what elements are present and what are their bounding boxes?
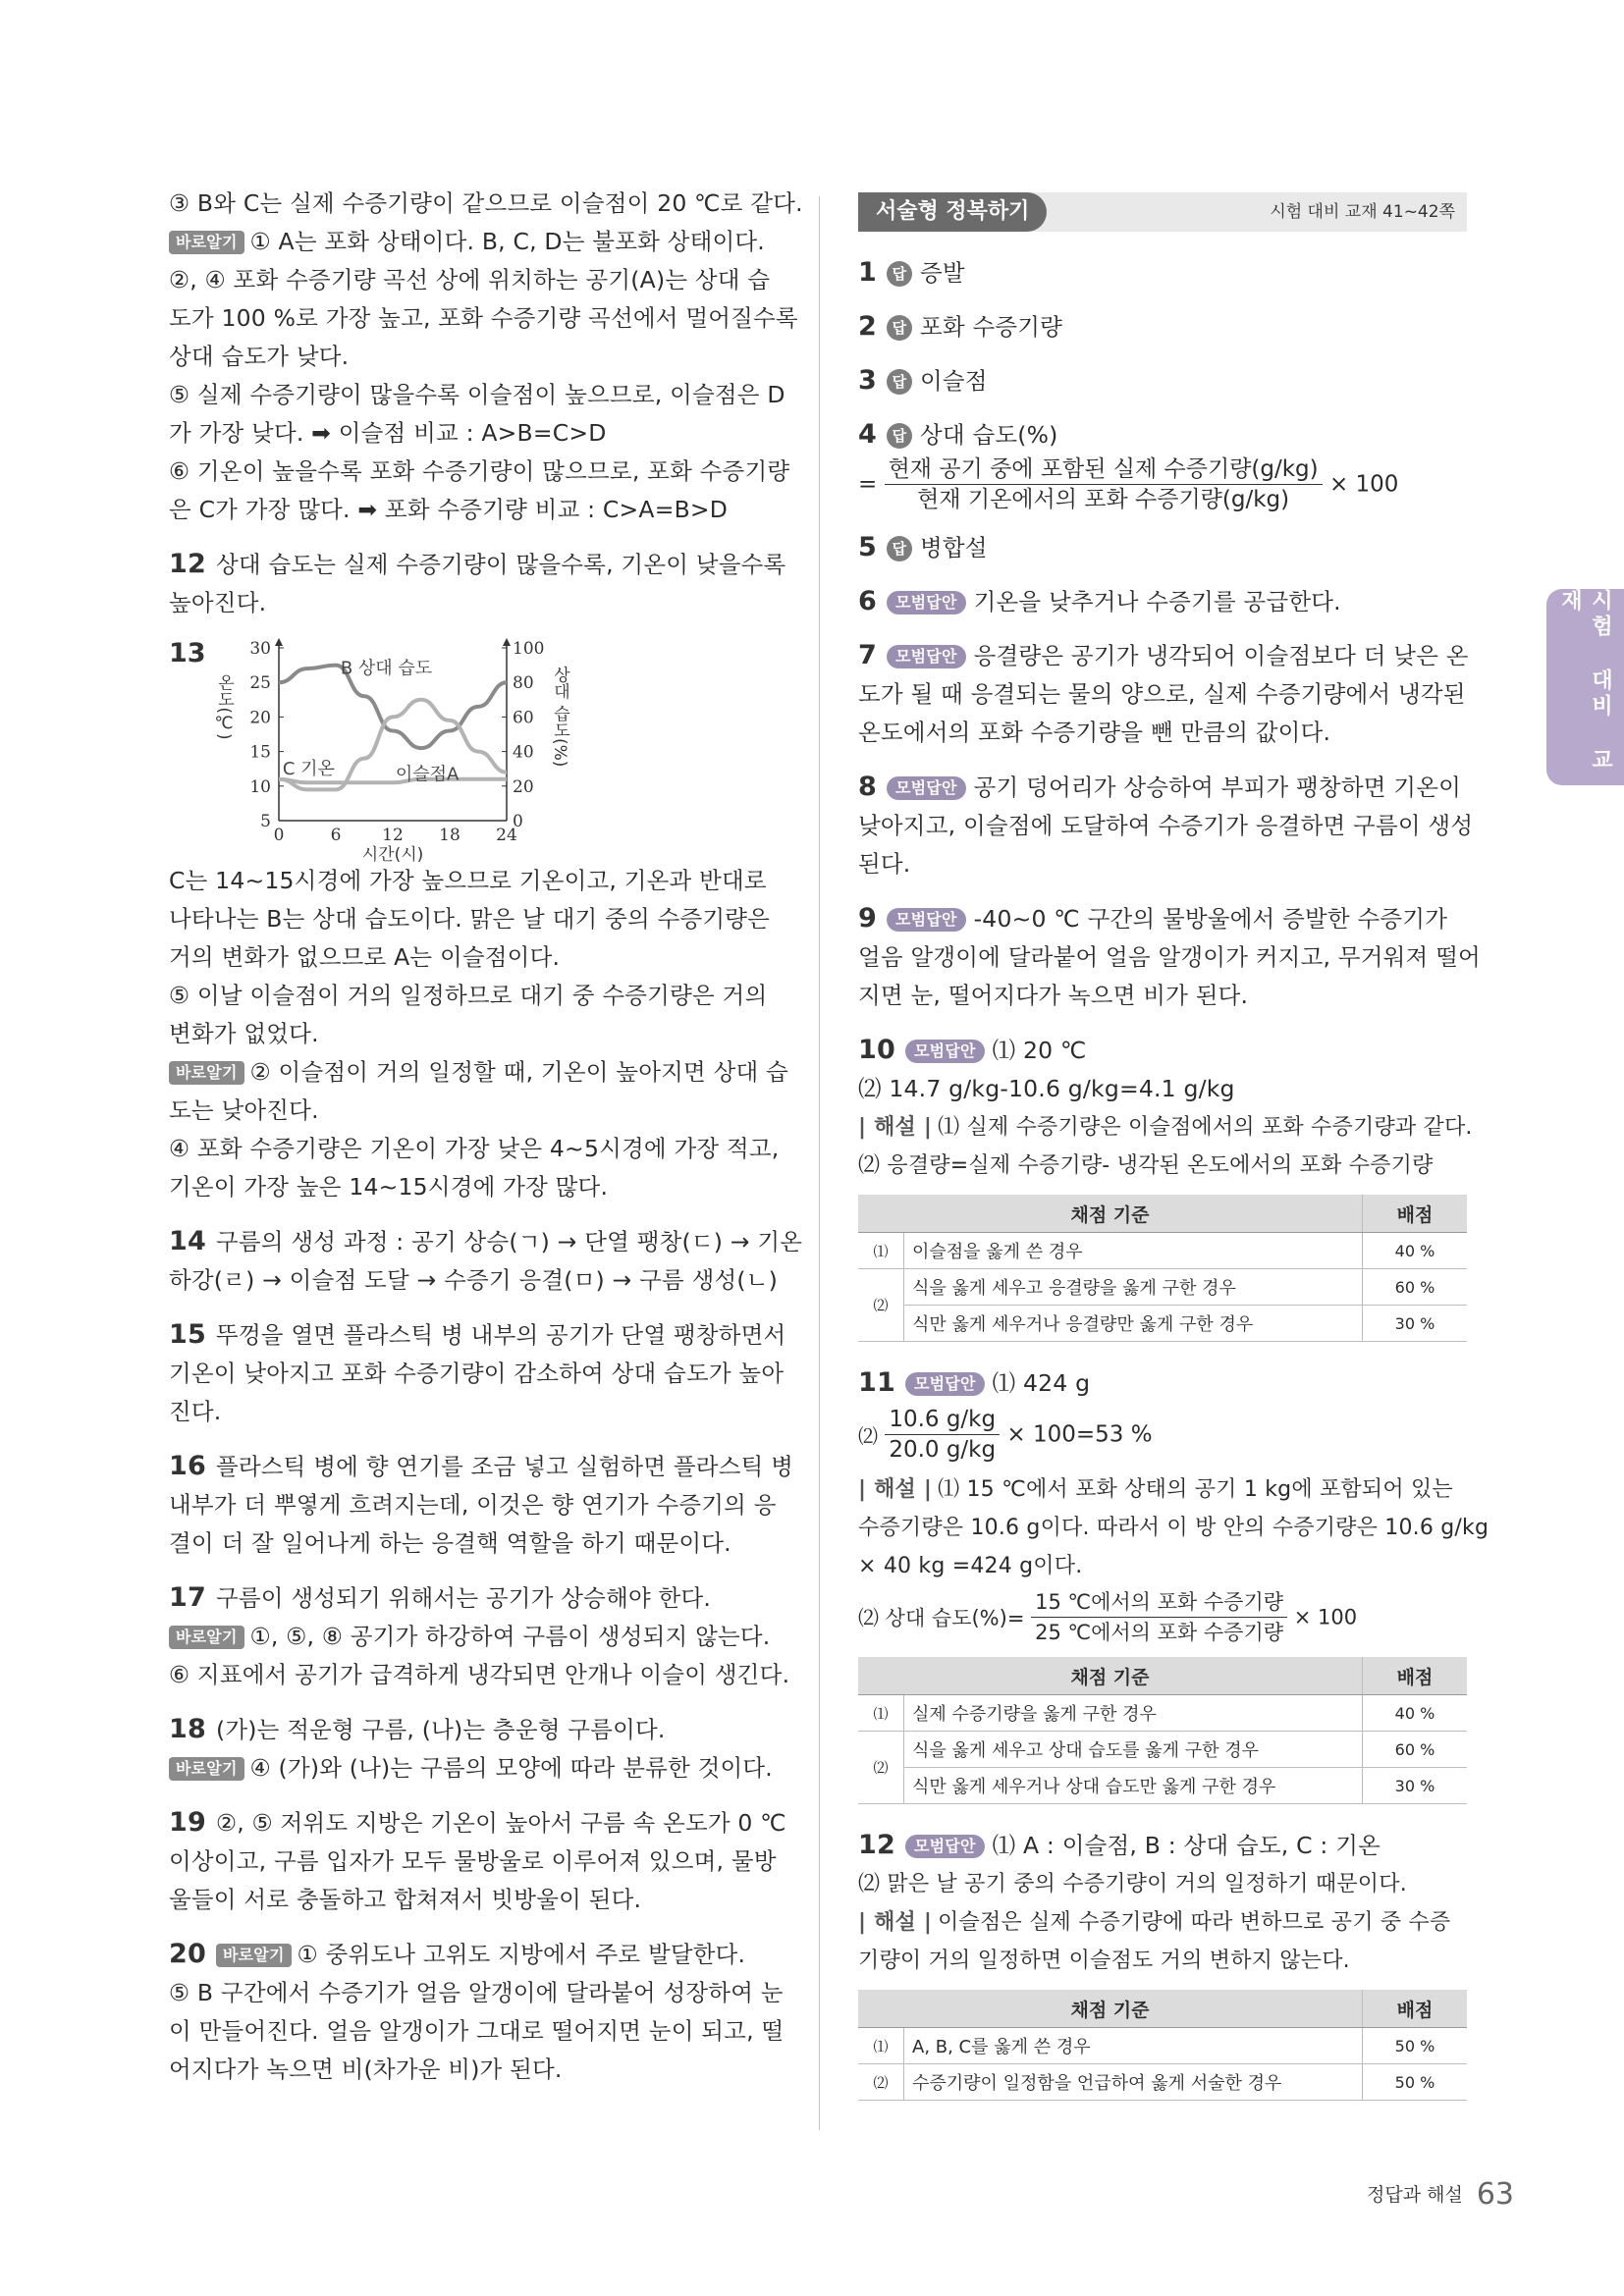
baro-tag: 바로알기 [169,1061,244,1085]
tick-label-right: 20 [513,776,534,797]
answer-4: 4 답 상대 습도(%) [858,419,1058,450]
answer-1: 1 답 증발 [858,257,965,288]
text-line: 수증기량은 10.6 g이다. 따라서 이 방 안의 수증기량은 10.6 g/kg [858,1516,1489,1540]
model-answer-badge: 모범답안 [905,1372,985,1396]
baro-tag: 바로알기 [169,1757,244,1781]
table-row: ⑴ 실제 수증기량을 옳게 구한 경우 40 % [858,1695,1467,1732]
model-answer-badge: 모범답안 [887,591,966,614]
answer-number: 18 [169,1714,206,1744]
answer-10: 10 모범답안 ⑴ 20 ℃ ⑵ 14.7 g/kg-10.6 g/kg=4.1 g/kg | 해설 | ⑴ 실제 수증기량은 이슬점에서의 포화 수증기량과 같다. ⑵ 응결량=실제 수증기량- 냉각된 온도에서의 포화 수증기량 채점 기준 배점 ⑴ 이슬점을 옳게 쓴 경우 40 % ⑵ 식을 옳게 세우고 응결량을 옳게 구한 경우 60 % 식만 옳게 세우거나 응결량만 옳게 구한 경우 30 % [858,1031,1467,1342]
tick-label-right: 60 [513,708,534,728]
section-title: 서술형 정복하기 [858,192,1047,232]
baro-tag: 바로알기 [169,1626,244,1649]
answer-8: 8 모범답안 공기 덩어리가 상승하여 부피가 팽창하면 기온이 낮아지고, 이슬점에 도달하여 수증기가 응결하면 구름이 생성 된다. [858,768,1467,883]
answer-4-formula: = $\frac{\text{현재 공기 중에 포함된 실제 수증기량(g/kg)}}{\text{현재 기온에서의 포화 수증기량(g/kg)}}$ × 100 [858,456,1399,512]
dap-badge: 답 [887,423,912,449]
text-line: C는 14~15시경에 가장 높으므로 기온이고, 기온과 반대로 [169,867,767,894]
column-divider [819,196,820,2130]
answer-13: 13 5 10 15 20 25 30 0 20 40 60 80 100 0 6 12 18 24 시간(시) 온도(℃) 상대 습도(%) B 상대 습도 C 기온 이슬점A C는 14~15시경에 가장 높으므로 기온이고, 기온과 반대로 나타나는 B는 상대 습도이다. 맑은 날 대기 중의 수증기량은 거의 변화가 없으므로 A는 이슬점이다. ⑤ 이날 이슬점이 거의 일정하므로 대기 중 수증기량은 거의 변화가 없었다. 바로알기 ② 이슬점이 거의 일정할 때, 기온이 높아지면 상대 습 도는 낮아진다. ④ 포화 수증기량은 기온이 가장 낮은 4~5시경에 가장 적고, 기온이 가장 높은 14~15시경에 가장 많다. [169,638,787,1206]
text-line: ⑤ B 구간에서 수증기가 얼음 알갱이에 달라붙어 성장하여 눈 [169,1979,784,2006]
text-line: ④ 포화 수증기량은 기온이 가장 낮은 4~5시경에 가장 적고, [169,1135,780,1162]
text-line: ②, ④ 포화 수증기량 곡선 상에 위치하는 공기(A)는 상대 습 [169,266,771,294]
text-line: × 40 kg =424 g이다. [858,1554,1083,1578]
answer-17: 17 구름이 생성되기 위해서는 공기가 상승해야 한다. 바로알기 ①, ⑤, ⑧ 공기가 하강하여 구름이 생성되지 않는다. ⑥ 지표에서 공기가 급격하게 냉각되면 안개나 이슬이 생긴다. [169,1578,787,1694]
answer-18: 18 (가)는 적운형 구름, (나)는 층운형 구름이다. 바로알기 ④ (가)와 (나)는 구름의 모양에 따라 분류한 것이다. [169,1714,773,1782]
table-row: ⑴ A, B, C를 옳게 쓴 경우 50 % [858,2028,1467,2064]
page-number: 63 [1476,2177,1514,2212]
table-row: ⑵ 식을 옳게 세우고 응결량을 옳게 구한 경우 60 % [858,1269,1467,1306]
table-row: ⑴ 이슬점을 옳게 쓴 경우 40 % [858,1233,1467,1269]
text-line: 이상이고, 구름 입자가 모두 물방울로 이루어져 있으며, 물방 [169,1847,777,1875]
text-line: 어지다가 녹으면 비(차가운 비)가 된다. [169,2056,563,2083]
answer-number: 19 [169,1807,206,1838]
side-tab: 시험 대비 교재 [1546,589,1624,785]
tick-label-x: 6 [330,826,342,845]
model-answer-badge: 모범답안 [887,776,966,800]
answer-number: 16 [169,1451,206,1481]
text-line: ⑵ 응결량=실제 수증기량- 냉각된 온도에서의 포화 수증기량 [858,1153,1434,1178]
text-line: ⑤ 실제 수증기량이 많을수록 이슬점이 높으므로, 이슬점은 D [169,381,785,408]
dap-badge: 답 [887,261,912,287]
answer-6: 6 모범답안 기온을 낮추거나 수증기를 공급한다. [858,586,1341,616]
y-axis-label-right: 상대 습도(%) [550,666,569,768]
text-line: 나타나는 B는 상대 습도이다. 맑은 날 대기 중의 수증기량은 [169,905,771,933]
tick-label-x: 0 [273,826,285,845]
explanation-label: | 해설 | [858,1910,933,1935]
table-row: ⑵ 수증기량이 일정함을 언급하여 옳게 서술한 경우 50 % [858,2064,1467,2101]
answer-5: 5 답 병합설 [858,532,988,562]
tick-label-right: 80 [513,673,534,694]
text-line: 변화가 없었다. [169,1020,319,1047]
answer-14: 14 구름의 생성 과정 : 공기 상승(ㄱ) → 단열 팽창(ㄷ) → 기온 하강(ㄹ) → 이슬점 도달 → 수증기 응결(ㅁ) → 구름 생성(ㄴ) [169,1222,787,1300]
page-footer [1367,2177,1514,2212]
text-line: 바로알기 ① A는 포화 상태이다. B, C, D는 불포화 상태이다. [169,223,787,261]
text-line: 지면 눈, 떨어지다가 녹으면 비가 된다. [858,982,1249,1009]
dap-badge: 답 [887,315,912,341]
text-line: ⑵ 14.7 g/kg-10.6 g/kg=4.1 g/kg [858,1075,1235,1102]
answer-11-cont [169,185,803,529]
text-line: 울들이 서로 충돌하고 합쳐져서 빗방울이 된다. [169,1886,642,1913]
series-label-a: 이슬점A [395,764,460,785]
text-line: 진다. [169,1398,222,1425]
tick-label-left: 10 [249,776,271,797]
tick-label-x: 18 [439,826,460,845]
answer-2: 2 답 포화 수증기량 [858,311,1063,342]
axis-arrow [503,638,511,646]
model-answer-badge: 모범답안 [905,1040,985,1063]
series-label-c: C 기온 [282,758,335,779]
answer-9: 9 모범답안 -40~0 ℃ 구간의 물방울에서 증발한 수증기가 얼음 알갱이에 달라붙어 얼음 알갱이가 커지고, 무거워져 떨어 지면 눈, 떨어지다가 녹으면 비가 된다. [858,899,1467,1015]
text-line: 높아진다. [169,589,267,616]
answer-15: 15 뚜껑을 열면 플라스틱 병 내부의 공기가 단열 팽창하면서 기온이 낮아지고 포화 수증기량이 감소하여 상대 습도가 높아 진다. [169,1315,787,1431]
text-line: 온도에서의 포화 수증기량을 뺀 만큼의 값이다. [858,719,1331,746]
answer-11-formula: ⑵ $\frac{10.6 g/kg}{20.0 g/kg}$ × 100=53 % [858,1407,1153,1463]
text-line: 낮아지고, 이슬점에 도달하여 수증기가 응결하면 구름이 생성 [858,812,1474,839]
grading-table-12: 채점 기준 배점 ⑴ A, B, C를 옳게 쓴 경우 50 % ⑵ 수증기량이 일정함을 언급하여 옳게 서술한 경우 50 % [858,1990,1467,2101]
text-line: ⑵ 맑은 날 공기 중의 수증기량이 거의 일정하기 때문이다. [858,1872,1407,1896]
tick-label-right: 100 [513,639,545,659]
model-answer-badge: 모범답안 [905,1835,985,1858]
answer-number: 15 [169,1319,206,1350]
series-label-b: B 상대 습도 [340,658,433,679]
tick-label-left: 25 [249,673,271,694]
answer-11: 11 모범답안 ⑴ 424 g ⑵ $\frac{10.6 g/kg}{20.0 g/kg}$ × 100=53 % | 해설 | ⑴ 15 ℃에서 포화 상태의 공기 1 kg에 포함되어 있는 수증기량은 10.6 g이다. 따라서 이 방 안의 수증기량은 10.6 g/kg × 40 kg =424 g이다. ⑵ 상대 습도(%)= $\frac{\text{15 ℃에서의 포화 수증기량}}{\text{25 ℃에서의 포화 수증기량}}$ × 100 채점 기준 배점 ⑴ 실제 수증기량을 옳게 구한 경우 40 % ⑵ 식을 옳게 세우고 상대 습도를 옳게 구한 경우 60 % 식만 옳게 세우거나 상대 습도만 옳게 구한 경우 30 % [858,1363,1467,1804]
dap-badge: 답 [887,536,912,561]
answer-number: 14 [169,1226,206,1256]
answer-12-right: 12 모범답안 ⑴ A : 이슬점, B : 상대 습도, C : 기온 ⑵ 맑은 날 공기 중의 수증기량이 거의 일정하기 때문이다. | 해설 | 이슬점은 실제 수증기량에 따라 변하므로 공기 중 수증 기량이 거의 일정하면 이슬점도 거의 변하지 않는다. 채점 기준 배점 ⑴ A, B, C를 옳게 쓴 경우 50 % ⑵ 수증기량이 일정함을 언급하여 옳게 서술한 경우 50 % [858,1826,1467,2101]
footer-label: 정답과 해설 [1367,2184,1463,2206]
grading-table-10: 채점 기준 배점 ⑴ 이슬점을 옳게 쓴 경우 40 % ⑵ 식을 옳게 세우고 응결량을 옳게 구한 경우 60 % 식만 옳게 세우거나 응결량만 옳게 구한 경우 30 % [858,1195,1467,1342]
text-line: 상대 습도가 낮다. [169,343,350,370]
tick-label-left: 30 [249,639,271,659]
model-answer-badge: 모범답안 [887,645,966,668]
text-line: 도는 낮아진다. [169,1096,319,1124]
table-row: 식만 옳게 세우거나 상대 습도만 옳게 구한 경우 30 % [858,1768,1467,1804]
text-line: 기온이 낮아지고 포화 수증기량이 감소하여 상대 습도가 높아 [169,1360,785,1387]
text-line: 내부가 더 뿌옇게 흐려지는데, 이것은 향 연기가 수증기의 응 [169,1491,777,1519]
right-column [858,192,1489,2122]
answer-11-formula-2: ⑵ 상대 습도(%)= $\frac{\text{15 ℃에서의 포화 수증기량}}{\text{25 ℃에서의 포화 수증기량}}$ × 100 [858,1587,1467,1647]
section-reference: 시험 대비 교재 41~42쪽 [1270,202,1455,222]
text-line: 은 C가 가장 많다. ➡ 포화 수증기량 비교 : C>A=B>D [169,496,729,523]
text-line: 결이 더 잘 일어나게 하는 응결핵 역할을 하기 때문이다. [169,1529,731,1557]
answer-number: 12 [169,549,206,579]
table-row: 식만 옳게 세우거나 응결량만 옳게 구한 경우 30 % [858,1306,1467,1342]
text-line: ⑤ 이날 이슬점이 거의 일정하므로 대기 중 수증기량은 거의 [169,982,768,1009]
answer-3: 3 답 이슬점 [858,365,988,396]
text-line: 도가 100 %로 가장 높고, 포화 수증기량 곡선에서 멀어질수록 [169,304,798,332]
text-line: 가 가장 낮다. ➡ 이슬점 비교 : A>B=C>D [169,419,607,447]
dap-badge: 답 [887,369,912,395]
explanation-label: | 해설 | [858,1115,933,1140]
text-line: ⑥ 지표에서 공기가 급격하게 냉각되면 안개나 이슬이 생긴다. [169,1661,790,1688]
text-line: 도가 될 때 응결되는 물의 양으로, 실제 수증기량에서 냉각된 [858,680,1466,708]
text-line: 거의 변화가 없으므로 A는 이슬점이다. [169,943,561,971]
table-row: ⑵ 식을 옳게 세우고 상대 습도를 옳게 구한 경우 60 % [858,1732,1467,1768]
answer-number: 13 [169,638,206,668]
tick-label-x: 24 [496,826,517,845]
answer-12: 12 상대 습도는 실제 수증기량이 많을수록, 기온이 낮을수록 높아진다. [169,545,787,622]
text-line: ⑥ 기온이 높을수록 포화 수증기량이 많으므로, 포화 수증기량 [169,457,790,485]
temperature-humidity-chart [169,638,787,862]
answer-7: 7 모범답안 응결량은 공기가 냉각되어 이슬점보다 더 낮은 온 도가 될 때 응결되는 물의 양으로, 실제 수증기량에서 냉각된 온도에서의 포화 수증기량을 뺀 만큼의 값이다. [858,636,1467,752]
tick-label-left: 5 [260,812,271,831]
answer-number: 20 [169,1939,206,1969]
section-header [858,192,1467,232]
answer-number: 17 [169,1582,206,1613]
tick-label-right: 0 [513,812,523,831]
baro-tag: 바로알기 [169,231,244,254]
tick-label-left: 15 [249,742,271,763]
text-line: 이 만들어진다. 얼음 알갱이가 그대로 떨어지면 눈이 되고, 떨 [169,2017,785,2045]
answer-20: 20 바로알기 ① 중위도나 고위도 지방에서 주로 발달한다. ⑤ B 구간에서 수증기가 얼음 알갱이에 달라붙어 성장하여 눈 이 만들어진다. 얼음 알갱이가 그대로 떨어지면 눈이 되고, 떨 어지다가 녹으면 비(차가운 비)가 된다. [169,1935,787,2089]
tick-label-left: 20 [249,708,271,728]
series-line-2 [279,779,507,783]
text-line: 된다. [858,850,911,878]
y-axis-label-left: 온도(℃) [214,673,234,740]
left-column [169,185,803,2105]
grading-table-11: 채점 기준 배점 ⑴ 실제 수증기량을 옳게 구한 경우 40 % ⑵ 식을 옳게 세우고 상대 습도를 옳게 구한 경우 60 % 식만 옳게 세우거나 상대 습도만 옳게 구한 경우 30 % [858,1657,1467,1804]
x-axis-label: 시간(시) [361,845,424,862]
text-line: ③ B와 C는 실제 수증기량이 같으므로 이슬점이 20 ℃로 같다. [169,189,803,217]
explanation-label: | 해설 | [858,1477,933,1502]
text-line: 얼음 알갱이에 달라붙어 얼음 알갱이가 커지고, 무거워져 떨어 [858,943,1481,971]
answer-16: 16 플라스틱 병에 향 연기를 조금 넣고 실험하면 플라스틱 병 내부가 더 뿌옇게 흐려지는데, 이것은 향 연기가 수증기의 응 결이 더 잘 일어나게 하는 응결핵 역할을 하기 때문이다. [169,1447,787,1563]
answer-19: 19 ②, ⑤ 저위도 지방은 기온이 높아서 구름 속 온도가 0 ℃ 이상이고, 구름 입자가 모두 물방울로 이루어져 있으며, 물방 울들이 서로 충돌하고 합쳐져서 빗방울이 된다. [169,1803,787,1919]
text-line: 하강(ㄹ) → 이슬점 도달 → 수증기 응결(ㅁ) → 구름 생성(ㄴ) [169,1266,779,1294]
model-answer-badge: 모범답안 [887,908,966,932]
tick-label-right: 40 [513,742,534,763]
baro-tag: 바로알기 [216,1944,292,1967]
tick-label-x: 12 [382,826,404,845]
axis-arrow [275,638,283,646]
text-line: 기온이 가장 높은 14~15시경에 가장 많다. [169,1173,609,1201]
text-line: 기량이 거의 일정하면 이슬점도 거의 변하지 않는다. [858,1949,1350,1973]
